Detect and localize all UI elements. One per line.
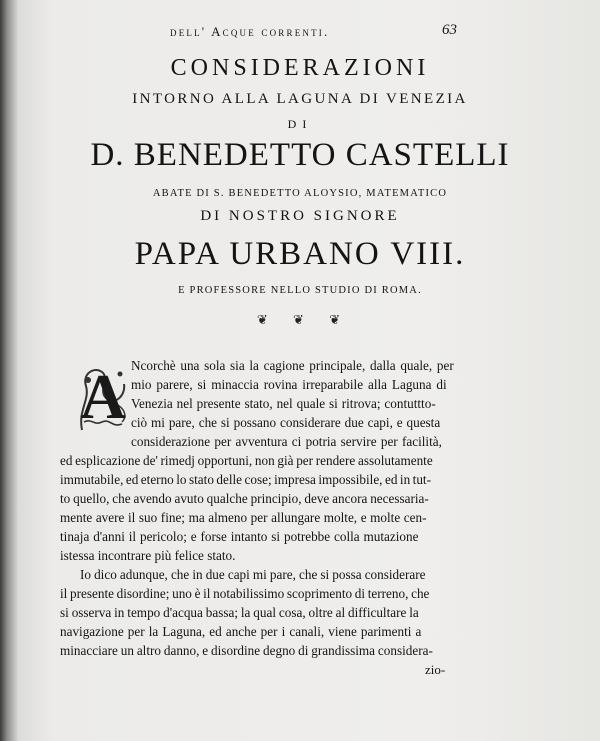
body-line: Io dico adunque, che in due capi mi pare, che si possa considerare — [80, 567, 426, 582]
body-line: Venezia nel presente stato, nel quale si ritrova; contuttto- — [131, 396, 436, 411]
title-abate: ABATE DI S. BENEDETTO ALOYSIO, MATEMATICO — [152, 188, 448, 199]
body-line: tinaja d'anni il pericolo; e forse intanto si potrebbe colla mutazione — [60, 529, 419, 544]
body-line: navigazione per la Laguna, ed anche per i canali, viene parimenti a — [60, 624, 422, 639]
body-line: immutabile, ed eterno lo stato delle cose; impresa impossibile, ed in tut- — [60, 472, 431, 487]
fleuron-icon: ❦ — [293, 312, 307, 327]
running-head: dell' Acque correnti. — [170, 24, 330, 39]
title-considerazioni: CONSIDERAZIONI — [170, 55, 430, 81]
title-author: D. BENEDETTO CASTELLI — [90, 137, 510, 173]
fleuron-icon: ❦ — [329, 312, 344, 327]
page-number: 63 — [442, 22, 457, 38]
body-line: mio parere, si minaccia rovina irreparabile alla Laguna di — [131, 377, 447, 392]
body-line: Ncorchè una sola sia la cagione principale, dalla quale, per — [131, 358, 454, 373]
body-line: ciò mi pare, che si possano considerare due capi, e questa — [131, 415, 441, 430]
ornament-row — [0, 312, 600, 328]
title-di-nostro-signore: DI NOSTRO SIGNORE — [200, 208, 400, 224]
body-line: si osserva in tempo d'acqua bassa; la qual cosa, oltre al difficultare la — [60, 605, 419, 620]
body-line: il presente disordine; uno è il notabilissimo scoprimento di terreno, che — [60, 586, 430, 601]
book-gutter — [0, 0, 18, 741]
catchword: zio- — [425, 662, 446, 677]
body-line: ed esplicazione de' rimedj opportuni, non già per rendere assolutamente — [60, 453, 433, 468]
body-line: considerazione per avventura ci potria servire per facilità, — [131, 434, 442, 449]
title-professore: E PROFESSORE NELLO STUDIO DI ROMA. — [178, 285, 422, 296]
fleuron-icon: ❦ — [256, 312, 271, 327]
body-line: istessa incontrare più felice stato. — [60, 548, 236, 563]
body-line: to quello, che avendo avuto qualche principio, deve ancora necessaria- — [60, 491, 429, 506]
body-line: minacciare un altro danno, e disordine degno di grandissima considera- — [60, 643, 433, 658]
drop-cap-letter: A — [79, 361, 127, 432]
title-papa: PAPA URBANO VIII. — [134, 236, 466, 272]
title-di: DI — [287, 117, 313, 131]
body-line: mente avere il suo fine; ma almeno per allungare molte, e molte cen- — [60, 510, 427, 525]
title-intorno: INTORNO ALLA LAGUNA DI VENEZIA — [132, 91, 468, 107]
drop-cap — [76, 360, 130, 434]
